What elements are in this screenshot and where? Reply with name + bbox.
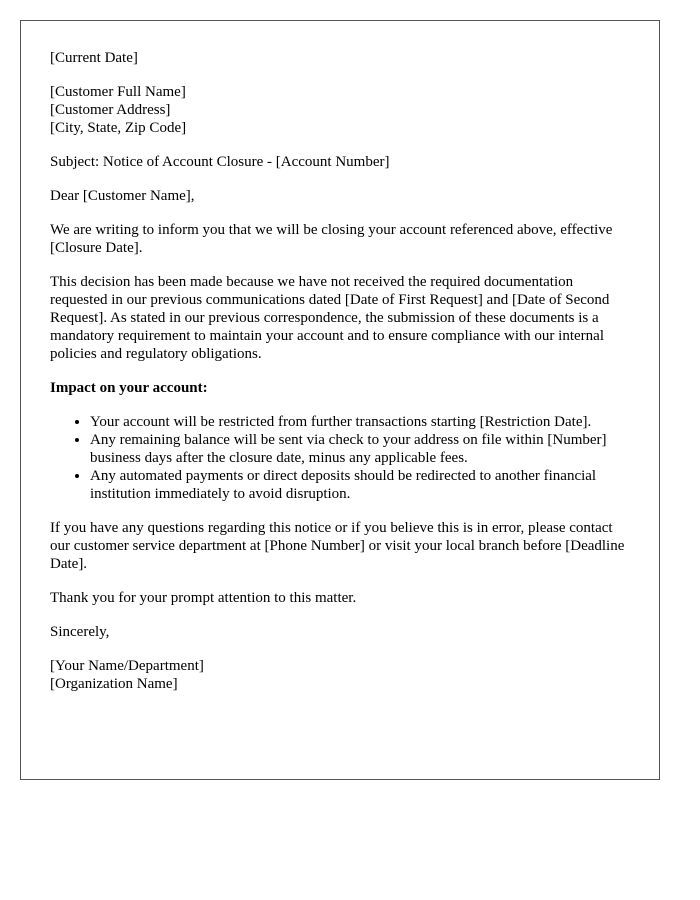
impact-item-balance: • Any remaining balance will be sent via check to your address on file within [Number] business days after the closure date, minus any applicable fees.	[90, 431, 631, 467]
signature-name-department: [Your Name/Department]	[50, 658, 204, 674]
impact-item-restriction: • Your account will be restricted from further transactions starting [Restriction Date].	[90, 413, 631, 431]
subject-line: Subject: Notice of Account Closure - [Account Number]	[50, 154, 390, 170]
recipient-city-state-zip: [City, State, Zip Code]	[50, 120, 187, 136]
signature-block	[50, 657, 631, 693]
intro-paragraph: We are writing to inform you that we will be closing your account referenced above, effective [Closure Date].	[50, 222, 613, 256]
impact-item-payments: • Any automated payments or direct deposits should be redirected to another financial institution immediately to avoid disruption.	[90, 467, 631, 503]
thanks-paragraph: Thank you for your prompt attention to this matter.	[50, 590, 357, 606]
recipient-block	[50, 83, 631, 137]
recipient-name: [Customer Full Name]	[50, 84, 186, 100]
impact-heading: Impact on your account:	[50, 380, 208, 396]
impact-list	[50, 413, 631, 503]
letter-date: [Current Date]	[50, 50, 138, 66]
recipient-address: [Customer Address]	[50, 102, 171, 118]
reason-paragraph: This decision has been made because we have not received the required documentation requested in our previous communications dated [Date of First Request] and [Date of Second Request]. As stated in our previous correspondence, the submission of these documents is a mandatory requirement to maintain your account and to ensure compliance with our internal policies and regulatory obligations.	[50, 274, 610, 362]
signature-organization: [Organization Name]	[50, 676, 178, 692]
salutation: Dear [Customer Name],	[50, 188, 195, 204]
contact-paragraph: If you have any questions regarding this notice or if you believe this is in error, please contact our customer service department at [Phone Number] or visit your local branch before [Deadline Date].	[50, 520, 625, 572]
closing: Sincerely,	[50, 624, 110, 640]
letter-page	[20, 20, 660, 780]
